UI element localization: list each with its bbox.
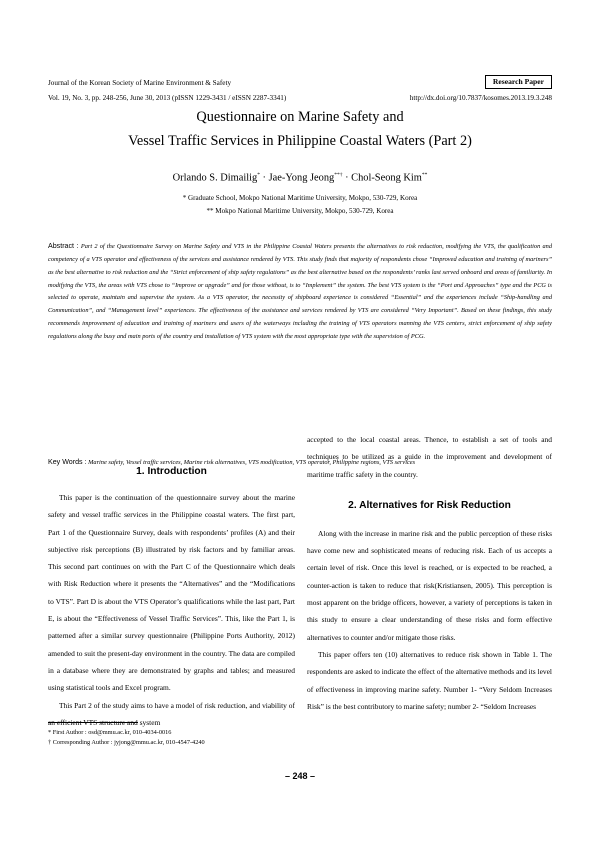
author-list [0,172,600,183]
affiliation-1: * Graduate School, Mokpo National Maritime University, Mokpo, 530-729, Korea [182,194,418,202]
footnote-divider [48,722,138,723]
doi-link[interactable]: http://dx.doi.org/10.7837/kosomes.2013.19.3.248 [409,94,552,102]
paper-title [0,105,600,153]
section-heading-introduction: 1. Introduction [136,466,207,477]
affiliation-2: ** Mokpo National Maritime University, Mokpo, 530-729, Korea [206,207,394,215]
author-2: Jae-Yong Jeong [268,172,335,184]
footnote-first-author: * First Author : osd@mmu.ac.kr, 010-4034-0016 [48,729,172,736]
title-line-2: Vessel Traffic Services in Philippine Coastal Waters (Part 2) [128,133,472,149]
article-type-badge: Research Paper [485,75,552,89]
author-1-mark: * [257,172,260,178]
left-column [48,431,295,731]
author-separator: · [259,172,269,184]
keywords-label: Key Words : [48,458,87,466]
right-column [307,431,552,715]
alternatives-paragraph-2: This paper offers ten (10) alternatives to reduce risk shown in Table 1. The respondents are asked to indicate the effect of the alternative methods and its level of effectiveness in improving marine safety. Number 1- “Very Seldom Increases Risk” is the best contributory to marine safety; number 2- “Seldom Increases [307,649,553,711]
footnote-corresponding-author: † Corresponding Author : jyjong@mmu.ac.kr, 010-4547-4240 [48,739,205,746]
abstract-text: Part 2 of the Questionnaire Survey on Marine Safety and VTS in the Philippine Coastal Waters presents the alternatives to risk reduction, modifying the VTS, the qualification and competency of a VTS operator and effectiveness of the services and assistance rendered by VTS. This study finds that majority of respondents chose “Improved education and training of mariners” as the best alternative to risk reduction and the “Strict enforcement of ship safety regulations” as the best alternative based on the respondents’ ranks last served onboard and areas of familiarity. In modifying the VTS, the areas with VTS chose to “Improve or upgrade” and for those without, is to “Implement” the system. The best VTS system is the “Port and Approaches” type and the PCG is selected to operate, maintain and supervise the system. As a VTS operator, the necessity of shipboard experience is considered “Essential” and the experiences include “Ship-handling and Communication”, and “Management level” experiences. The effectiveness of the assistance and services rendered by VTS are considered “Very Important”. Based on these findings, this study recommends improvement of education and training of mariners and users of the waterways including the training of VTS operators manning the VTS centers, strict enforcement of ship safety regulations along the busy and main ports of the country and installation of VTS system with the most appropriate type with the supervision of PCG. [48,243,552,340]
section-heading-alternatives: 2. Alternatives for Risk Reduction [348,499,511,511]
author-2-mark: **† [334,172,343,178]
keywords-text: Marine safety, Vessel traffic services, Marine risk alternatives, VTS modification, VTS operator, Philippine regions, VTS services [88,459,416,466]
author-3: Chol-Seong Kim [351,172,422,184]
page-number: – 248 – [284,771,316,781]
intro-paragraph-2-continued: accepted to the local coastal areas. Thence, to establish a set of tools and techniques to be utilized as a guide in the improvement and development of maritime traffic safety in the country. [307,435,552,479]
intro-paragraph-2: This Part 2 of the study aims to have a model of risk reduction, and viability of an efficient VTS structure and system [48,700,295,727]
abstract [48,240,552,344]
author-separator: · [342,172,352,184]
alternatives-paragraph-1: Along with the increase in marine risk and the public perception of these risks have come new and sophisticated means of reducing risk. Each of us accepts a certain level of risk. Once this level is reached, or is expected to be reached, a counter-action is taken to reduce that risk(Kristiansen, 2005). This perception is most apparent on the bridge officers, however, a variety of perceptions is taken in this study to ensure a clear understanding of these risks and form effective alternatives to counter and/or mitigate those risks. [307,528,552,642]
abstract-label: Abstract : [48,242,79,250]
intro-paragraph-1: This paper is the continuation of the questionnaire survey about the marine safety and vessel traffic services in the Philippine coastal waters. The first part, Part 1 of the Questionnaire Survey, deals with respondents’ profiles (A) and their subjective risk perceptions (B) illustrated by risk factors and by familiar areas. This second part continues on with the Part C of the Questionnaire which deals with Risk Reduction where it presents the “Alternatives” and the “Modifications to VTS”. Part D is about the VTS Operator’s qualifications while the last part, Part E, is about the “Effectiveness of Vessel Traffic Services”. This, like the Part 1, is patterned after a similar survey questionnaire (Philippine Ports Authority, 2012) amended to suit the present-day environment in the country. The data are compiled in a database where they are demonstrated by graphs and tables; and measured using statistical tools and Excel program. [48,493,295,693]
volume-info: Vol. 19, No. 3, pp. 248-256, June 30, 2013 (pISSN 1229-3431 / eISSN 2287-3341) [48,94,287,102]
author-3-mark: ** [421,172,428,178]
title-line-1: Questionnaire on Marine Safety and [196,109,404,125]
author-1: Orlando S. Dimailig [172,172,258,184]
journal-name: Journal of the Korean Society of Marine Environment & Safety [48,79,232,87]
